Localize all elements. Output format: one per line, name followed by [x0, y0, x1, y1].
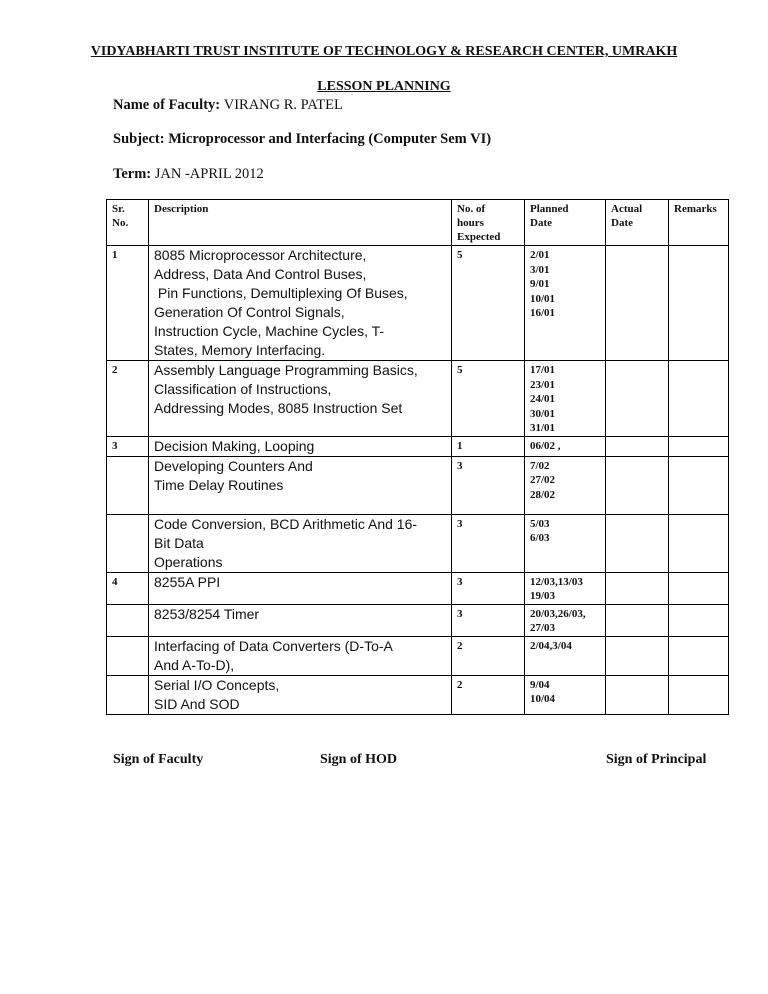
subject-value: Microprocessor and Interfacing (Computer Sem VI)	[168, 131, 492, 147]
cell-actual-date	[606, 436, 669, 456]
cell-hours: 3	[452, 514, 525, 572]
cell-description: Developing Counters And Time Delay Routines	[149, 456, 452, 514]
planned-date-entry: 6/03	[530, 532, 550, 544]
table-row	[107, 436, 729, 456]
lesson-plan-table	[106, 199, 729, 715]
cell-sr-no: 4	[107, 572, 149, 604]
table-row	[107, 675, 729, 714]
planned-date-entry: 10/01	[530, 292, 556, 305]
planned-date-entry: 2/04,3/04	[530, 639, 572, 652]
planned-date-entry: 31/01	[530, 422, 556, 434]
cell-actual-date	[606, 675, 669, 714]
sign-principal: Sign of Principal	[606, 752, 707, 767]
table-row	[107, 456, 729, 514]
cell-remarks	[669, 675, 729, 714]
cell-remarks	[669, 456, 729, 514]
planned-date-entry: 17/01	[530, 364, 556, 376]
cell-sr-no	[107, 604, 149, 636]
planned-date-entry: 10/04	[530, 693, 556, 705]
term-line	[113, 166, 264, 183]
cell-sr-no	[107, 636, 149, 675]
cell-hours: 3	[452, 572, 525, 604]
cell-sr-no	[107, 514, 149, 572]
cell-actual-date	[606, 636, 669, 675]
table-row	[107, 361, 729, 437]
cell-hours: 5	[452, 361, 525, 437]
subject-label: Subject:	[113, 131, 165, 147]
cell-sr-no: 2	[107, 361, 149, 437]
cell-hours: 3	[452, 604, 525, 636]
planned-date-entry: 20/03,26/03,	[530, 607, 586, 620]
planned-date-entry: 27/02	[530, 474, 556, 486]
cell-description: Code Conversion, BCD Arithmetic And 16- Bit Data Operations	[149, 514, 452, 572]
planned-date-entry: 5/03	[530, 517, 550, 530]
faculty-value: VIRANG R. PATEL	[223, 97, 343, 113]
cell-remarks	[669, 246, 729, 361]
cell-planned-date	[525, 456, 606, 514]
cell-remarks	[669, 514, 729, 572]
table-row	[107, 604, 729, 636]
faculty-line	[113, 97, 343, 114]
header-sr-no: Sr. No.	[107, 200, 149, 246]
cell-hours: 5	[452, 246, 525, 361]
cell-planned-date	[525, 572, 606, 604]
cell-description: 8085 Microprocessor Architecture, Address, Data And Control Buses, Pin Functions, Demultiplexing Of Buses, Generation Of Control Signals, Instruction Cycle, Machine Cycles, T- States, Memory Interfacing.	[149, 246, 452, 361]
term-label: Term:	[113, 166, 152, 182]
cell-planned-date	[525, 361, 606, 437]
cell-planned-date	[525, 514, 606, 572]
cell-sr-no: 1	[107, 246, 149, 361]
cell-actual-date	[606, 361, 669, 437]
planned-date-entry: 24/01	[530, 393, 556, 405]
planned-date-entry: 23/01	[530, 378, 556, 391]
cell-planned-date	[525, 604, 606, 636]
planned-date-entry: 19/03	[530, 590, 556, 602]
cell-hours: 1	[452, 436, 525, 456]
table-row	[107, 514, 729, 572]
sign-faculty: Sign of Faculty	[113, 752, 204, 767]
cell-description: 8255A PPI	[149, 572, 452, 604]
table-row	[107, 572, 729, 604]
planned-date-entry: 12/03,13/03	[530, 575, 583, 588]
term-value: JAN -APRIL 2012	[154, 166, 264, 182]
planned-date-entry: 27/03	[530, 622, 556, 634]
header-actual-date: Actual Date	[606, 200, 669, 246]
cell-sr-no	[107, 456, 149, 514]
document-heading: LESSON PLANNING	[317, 79, 451, 94]
cell-planned-date	[525, 675, 606, 714]
table-row	[107, 636, 729, 675]
cell-description: Interfacing of Data Converters (D-To-A And A-To-D),	[149, 636, 452, 675]
cell-actual-date	[606, 604, 669, 636]
cell-remarks	[669, 572, 729, 604]
cell-sr-no: 3	[107, 436, 149, 456]
cell-hours: 3	[452, 456, 525, 514]
planned-date-entry: 7/02	[530, 459, 550, 472]
cell-remarks	[669, 436, 729, 456]
table-row	[107, 246, 729, 361]
planned-date-entry: 9/01	[530, 278, 550, 290]
cell-actual-date	[606, 514, 669, 572]
cell-description: Assembly Language Programming Basics, Classification of Instructions, Addressing Modes, 8085 Instruction Set	[149, 361, 452, 437]
cell-planned-date	[525, 246, 606, 361]
cell-description: Serial I/O Concepts, SID And SOD	[149, 675, 452, 714]
cell-remarks	[669, 604, 729, 636]
cell-remarks	[669, 636, 729, 675]
cell-planned-date	[525, 636, 606, 675]
header-description: Description	[149, 200, 452, 246]
cell-description: Decision Making, Looping	[149, 436, 452, 456]
subject-line	[113, 131, 491, 148]
planned-date-entry: 30/01	[530, 407, 556, 420]
cell-hours: 2	[452, 675, 525, 714]
header-remarks: Remarks	[669, 200, 729, 246]
header-planned-date: Planned Date	[525, 200, 606, 246]
planned-date-entry: 16/01	[530, 307, 556, 319]
cell-actual-date	[606, 572, 669, 604]
cell-description: 8253/8254 Timer	[149, 604, 452, 636]
header-hours-expected: No. of hours Expected	[452, 200, 525, 246]
cell-actual-date	[606, 456, 669, 514]
faculty-label: Name of Faculty:	[113, 97, 221, 113]
cell-actual-date	[606, 246, 669, 361]
planned-date-entry: 3/01	[530, 263, 550, 276]
cell-hours: 2	[452, 636, 525, 675]
institute-name: VIDYABHARTI TRUST INSTITUTE OF TECHNOLOGY & RESEARCH CENTER, UMRAKH	[90, 44, 678, 59]
planned-date-entry: 9/04	[530, 678, 550, 691]
cell-planned-date	[525, 436, 606, 456]
planned-date-entry: 28/02	[530, 488, 556, 501]
sign-hod: Sign of HOD	[320, 752, 398, 767]
planned-date-entry: 06/02 ,	[530, 439, 561, 452]
planned-date-entry: 2/01	[530, 249, 550, 261]
cell-sr-no	[107, 675, 149, 714]
cell-remarks	[669, 361, 729, 437]
